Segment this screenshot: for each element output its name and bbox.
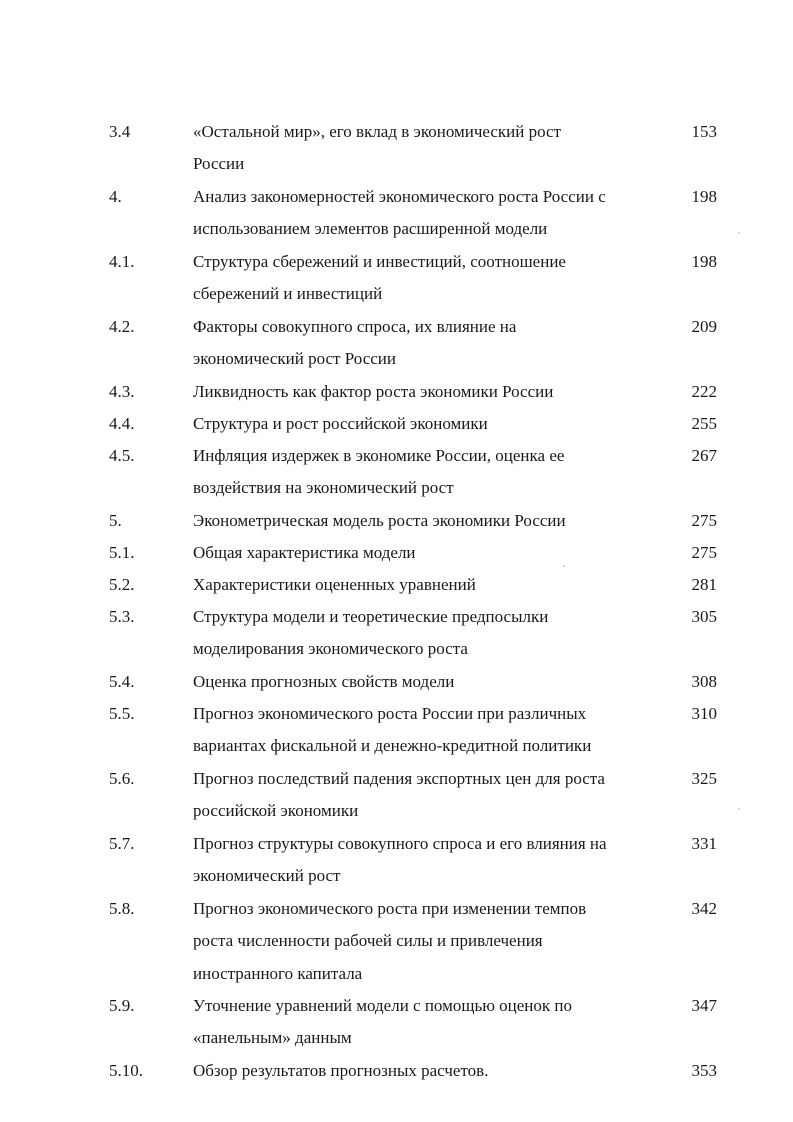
toc-entry-page-number: 342	[691, 899, 717, 918]
toc-entry-title-line: Структура сбережений и инвестиций, соотношение	[193, 252, 566, 271]
toc-entry-title-line: сбережений и инвестиций	[193, 284, 383, 304]
toc-entry-title	[193, 537, 663, 569]
scan-speck	[738, 808, 740, 810]
toc-entry-number: 5.7.	[109, 834, 135, 853]
toc-entry-title-line: Характеристики оцененных уравнений	[193, 575, 476, 594]
toc-entry-title-line: Прогноз последствий падения экспортных цен для роста	[193, 769, 605, 788]
toc-entry-title	[193, 601, 663, 666]
toc-entry-title-line: роста численности рабочей силы и привлечения	[193, 931, 543, 951]
toc-entry-number: 5.4.	[109, 672, 135, 691]
toc-entry-page-number: 153	[691, 122, 717, 141]
toc-entry-number: 5.2.	[109, 575, 135, 594]
scan-speck	[738, 232, 740, 234]
toc-entry-page-number: 275	[691, 543, 717, 562]
toc-entry-number: 4.2.	[109, 317, 135, 336]
toc-entry-number: 5.	[109, 511, 122, 530]
toc-entry-title-line: вариантах фискальной и денежно-кредитной политики	[193, 736, 592, 756]
toc-entry-page-number: 347	[691, 996, 717, 1015]
toc-entry-title	[193, 763, 663, 828]
toc-entry-title	[193, 376, 663, 408]
toc-entry-title	[193, 828, 663, 893]
toc-entry-title-line: Прогноз структуры совокупного спроса и его влияния на	[193, 834, 607, 853]
toc-entry-title-line: Анализ закономерностей экономического роста России с	[193, 187, 606, 206]
toc-entry-title-line: Оценка прогнозных свойств модели	[193, 672, 455, 691]
toc-entry-number: 5.6.	[109, 769, 135, 788]
toc-entry-title-line: Прогноз экономического роста России при различных	[193, 704, 587, 723]
toc-entry-number: 4.4.	[109, 414, 135, 433]
toc-entry-title-line: российской экономики	[193, 801, 359, 821]
toc-entry-number: 5.3.	[109, 607, 135, 626]
toc-entry-page-number: 198	[691, 252, 717, 271]
toc-entry-title	[193, 666, 663, 698]
toc-entry-page-number: 305	[691, 607, 717, 626]
toc-entry-title-line: Факторы совокупного спроса, их влияние на	[193, 317, 517, 336]
toc-entry-title-line: использованием элементов расширенной модели	[193, 219, 548, 239]
toc-entry-title	[193, 246, 663, 311]
toc-entry-title	[193, 311, 663, 376]
toc-entry-title-line: Ликвидность как фактор роста экономики России	[193, 382, 554, 401]
toc-entry-number: 4.	[109, 187, 122, 206]
toc-entry-title-line: экономический рост России	[193, 349, 396, 369]
toc-entry-number: 3.4	[109, 122, 131, 141]
toc-entry-title	[193, 505, 663, 537]
toc-entry-title	[193, 1055, 663, 1087]
scan-speck	[563, 565, 565, 567]
toc-entry-page-number: 353	[691, 1061, 717, 1080]
toc-entry-title-line: иностранного капитала	[193, 963, 363, 983]
toc-entry-page-number: 209	[691, 317, 717, 336]
toc-entry-page-number: 275	[691, 511, 717, 530]
toc-entry-number: 4.5.	[109, 446, 135, 465]
toc-entry-title	[193, 408, 663, 440]
toc-entry-page-number: 325	[691, 769, 717, 788]
toc-entry-title-line: моделирования экономического роста	[193, 639, 468, 659]
toc-entry-title-line: Общая характеристика модели	[193, 543, 416, 562]
toc-entry-title	[193, 440, 663, 505]
toc-entry-title-line: Прогноз экономического роста при изменении темпов	[193, 899, 587, 918]
toc-entry-page-number: 281	[691, 575, 717, 594]
toc-entry-title	[193, 698, 663, 763]
toc-entry-page-number: 310	[691, 704, 717, 723]
toc-entry-title-line: Инфляция издержек в экономике России, оценка ее	[193, 446, 565, 465]
toc-entry-page-number: 267	[691, 446, 717, 465]
toc-entry-title	[193, 990, 663, 1055]
toc-entry-title	[193, 893, 663, 990]
toc-entry-title	[193, 181, 663, 246]
toc-entry-number: 5.8.	[109, 899, 135, 918]
toc-entry-number: 5.10.	[109, 1061, 143, 1080]
toc-entry-title-line: Структура и рост российской экономики	[193, 414, 488, 433]
toc-entry-title	[193, 569, 663, 601]
toc-entry-page-number: 255	[691, 414, 717, 433]
toc-entry-page-number: 331	[691, 834, 717, 853]
toc-entry-number: 5.1.	[109, 543, 135, 562]
toc-entry-page-number: 198	[691, 187, 717, 206]
toc-entry-title-line: воздействия на экономический рост	[193, 478, 454, 498]
toc-entry-title	[193, 116, 663, 181]
toc-entry-title-line: Уточнение уравнений модели с помощью оценок по	[193, 996, 573, 1015]
toc-entry-title-line: России	[193, 154, 245, 174]
toc-entry-title-line: Эконометрическая модель роста экономики России	[193, 511, 566, 530]
toc-entry-page-number: 222	[691, 382, 717, 401]
toc-entry-number: 5.5.	[109, 704, 135, 723]
toc-entry-number: 4.1.	[109, 252, 135, 271]
toc-entry-title-line: Структура модели и теоретические предпосылки	[193, 607, 549, 626]
toc-entry-title-line: «панельным» данным	[193, 1028, 352, 1048]
toc-entry-title-line: Обзор результатов прогнозных расчетов.	[193, 1061, 489, 1080]
toc-entry-title-line: экономический рост	[193, 866, 341, 886]
toc-entry-number: 5.9.	[109, 996, 135, 1015]
toc-entry-title-line: «Остальной мир», его вклад в экономический рост	[193, 122, 562, 141]
toc-entry-page-number: 308	[691, 672, 717, 691]
toc-entry-number: 4.3.	[109, 382, 135, 401]
